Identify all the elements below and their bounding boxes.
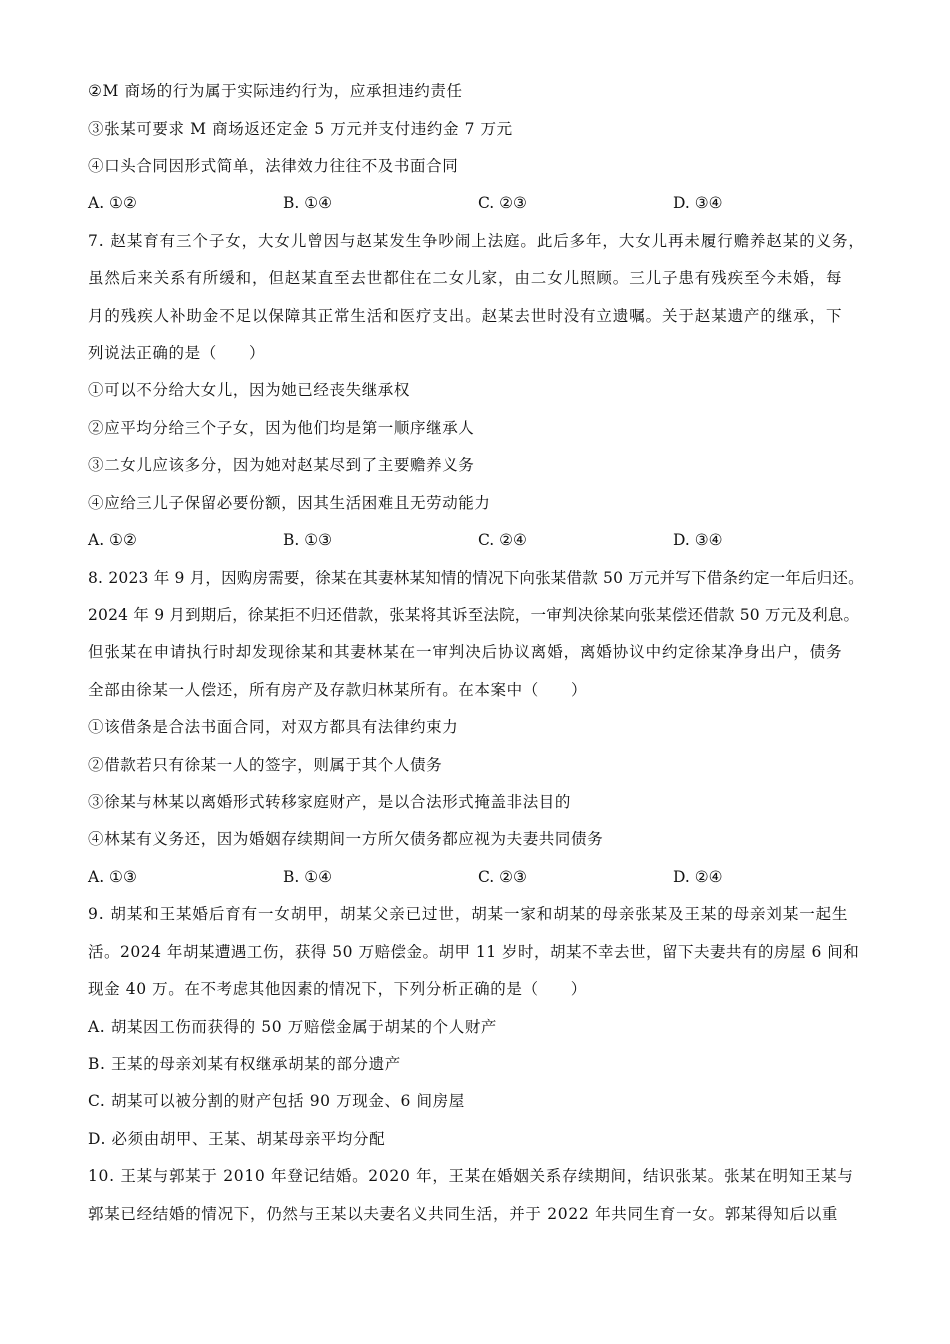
q8-stem-line-1: 8. 2023 年 9 月，因购房需要，徐某在其妻林某知情的情况下向张某借款 50 万元并写下借条约定一年后归还。 xyxy=(88,569,864,587)
q7-stem-line-2: 虽然后来关系有所缓和，但赵某直至去世都住在二女儿家，由二女儿照顾。三儿子患有残疾至今未婚，每 xyxy=(88,269,843,287)
q7-option-b[interactable]: B. ①③ xyxy=(283,531,333,549)
q9-option-a[interactable]: A. 胡某因工伤而获得的 50 万赔偿金属于胡某的个人财产 xyxy=(88,1018,498,1036)
q6-option-a[interactable]: A. ①② xyxy=(88,194,137,212)
q7-option-d[interactable]: D. ③④ xyxy=(673,531,723,549)
q8-option-c[interactable]: C. ②③ xyxy=(478,868,527,886)
q6-item-2: ②M 商场的行为属于实际违约行为，应承担违约责任 xyxy=(88,82,463,100)
q6-item-4: ④口头合同因形式简单，法律效力往往不及书面合同 xyxy=(88,157,459,175)
q8-option-b[interactable]: B. ①④ xyxy=(283,868,333,886)
q6-item-3: ③张某可要求 M 商场返还定金 5 万元并支付违约金 7 万元 xyxy=(88,120,513,138)
q8-item-2: ②借款若只有徐某一人的签字，则属于其个人债务 xyxy=(88,756,443,774)
q10-stem-line-2: 郭某已经结婚的情况下，仍然与王某以夫妻名义共同生活，并于 2022 年共同生育一女。郭某得知后以重 xyxy=(88,1205,839,1223)
q8-item-3: ③徐某与林某以离婚形式转移家庭财产，是以合法形式掩盖非法目的 xyxy=(88,793,572,811)
q7-options xyxy=(88,529,848,551)
q7-item-3: ③二女儿应该多分，因为她对赵某尽到了主要赡养义务 xyxy=(88,456,475,474)
q8-stem-line-2: 2024 年 9 月到期后，徐某拒不归还借款，张某将其诉至法院，一审判决徐某向张某偿还借款 50 万元及利息。 xyxy=(88,606,860,624)
q7-stem-line-3: 月的残疾人补助金不足以保障其正常生活和医疗支出。赵某去世时没有立遗嘱。关于赵某遗产的继承，下 xyxy=(88,307,843,325)
q8-options xyxy=(88,866,848,888)
q10-stem-line-1: 10. 王某与郭某于 2010 年登记结婚。2020 年，王某在婚姻关系存续期间，结识张某。张某在明知王某与 xyxy=(88,1167,854,1185)
q9-stem-line-3: 现金 40 万。在不考虑其他因素的情况下，下列分析正确的是（ ） xyxy=(88,980,587,998)
q9-option-d[interactable]: D. 必须由胡甲、王某、胡某母亲平均分配 xyxy=(88,1130,386,1148)
q6-option-d[interactable]: D. ③④ xyxy=(673,194,723,212)
q9-stem-line-1: 9. 胡某和王某婚后育有一女胡甲，胡某父亲已过世，胡某一家和胡某的母亲张某及王某的母亲刘某一起生 xyxy=(88,905,849,923)
q7-stem-line-4: 列说法正确的是（ ） xyxy=(88,344,266,362)
q7-option-a[interactable]: A. ①② xyxy=(88,531,137,549)
q7-item-4: ④应给三儿子保留必要份额，因其生活困难且无劳动能力 xyxy=(88,494,491,512)
q9-option-c[interactable]: C. 胡某可以被分割的财产包括 90 万现金、6 间房屋 xyxy=(88,1092,465,1110)
q8-option-a[interactable]: A. ①③ xyxy=(88,868,137,886)
q6-option-c[interactable]: C. ②③ xyxy=(478,194,527,212)
q9-option-b[interactable]: B. 王某的母亲刘某有权继承胡某的部分遗产 xyxy=(88,1055,401,1073)
q7-item-1: ①可以不分给大女儿，因为她已经丧失继承权 xyxy=(88,381,411,399)
q8-stem-line-4: 全部由徐某一人偿还，所有房产及存款归林某所有。在本案中（ ） xyxy=(88,681,588,699)
q6-options xyxy=(88,192,848,214)
q7-option-c[interactable]: C. ②④ xyxy=(478,531,527,549)
q7-stem-line-1: 7. 赵某育有三个子女，大女儿曾因与赵某发生争吵闹上法庭。此后多年，大女儿再未履行赡养赵某的义务， xyxy=(88,232,865,250)
q8-option-d[interactable]: D. ②④ xyxy=(673,868,723,886)
q7-item-2: ②应平均分给三个子女，因为他们均是第一顺序继承人 xyxy=(88,419,475,437)
q9-stem-line-2: 活。2024 年胡某遭遇工伤，获得 50 万赔偿金。胡甲 11 岁时，胡某不幸去世，留下夫妻共有的房屋 6 间和 xyxy=(88,943,860,961)
q8-item-4: ④林某有义务还，因为婚姻存续期间一方所欠债务都应视为夫妻共同债务 xyxy=(88,830,604,848)
q8-item-1: ①该借条是合法书面合同，对双方都具有法律约束力 xyxy=(88,718,459,736)
q6-option-b[interactable]: B. ①④ xyxy=(283,194,333,212)
q8-stem-line-3: 但张某在申请执行时却发现徐某和其妻林某在一审判决后协议离婚，离婚协议中约定徐某净身出户，债务 xyxy=(88,643,843,661)
